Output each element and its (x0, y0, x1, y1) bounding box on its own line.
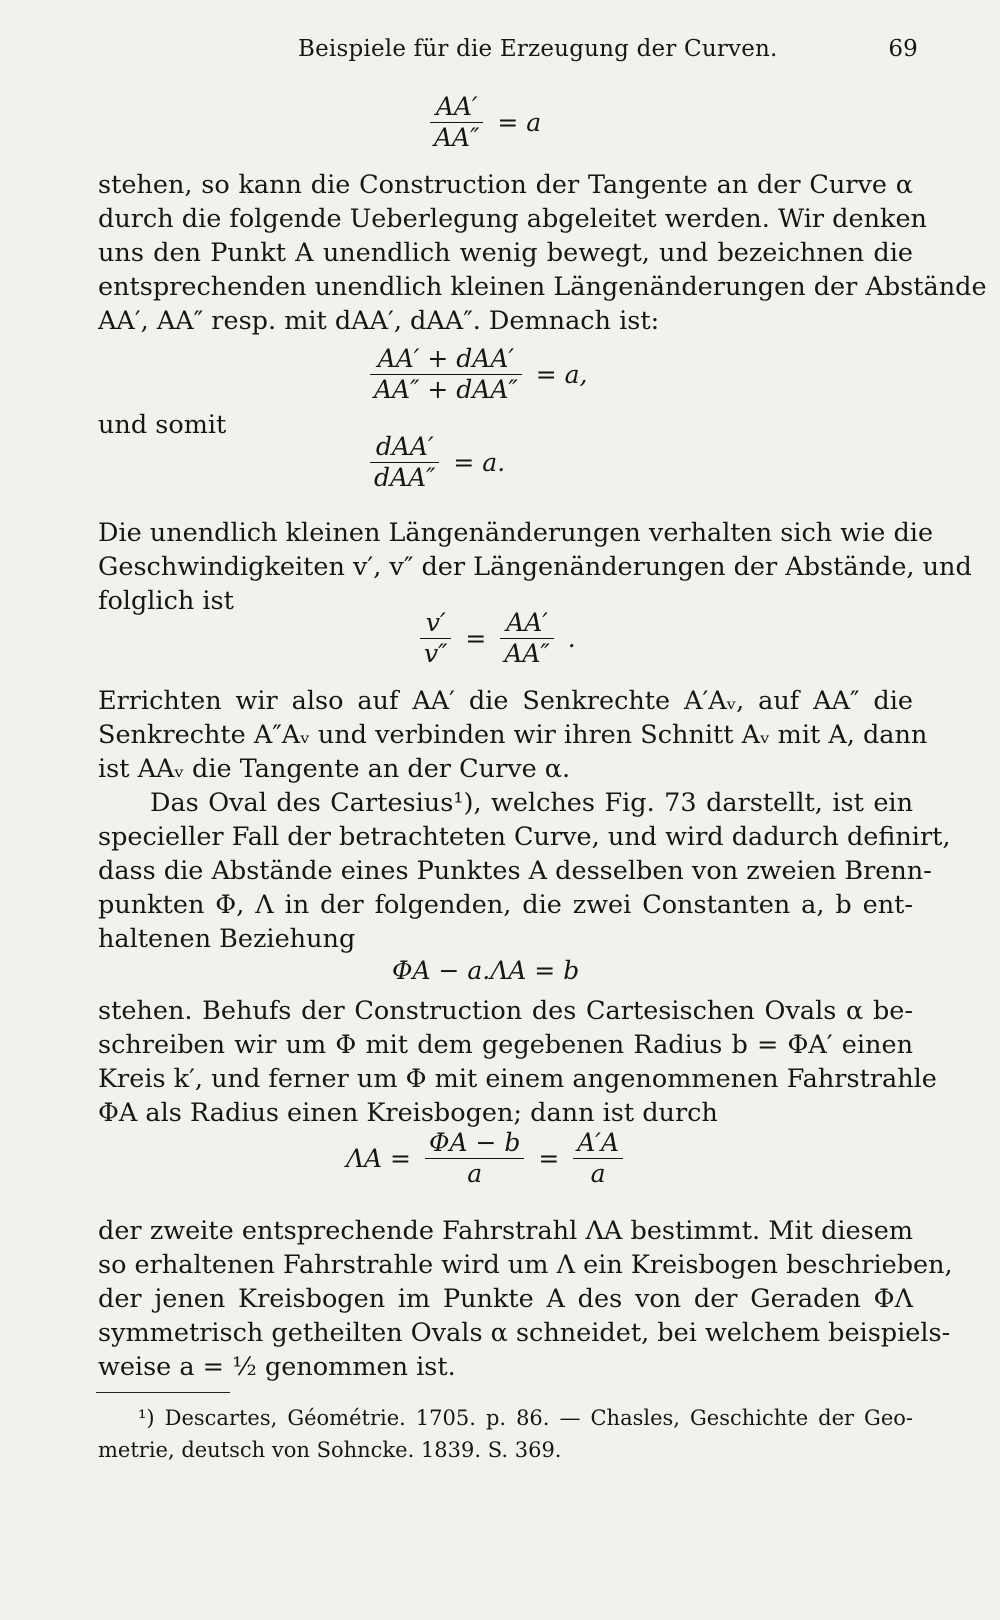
formula4-numerator-1: v′ (420, 608, 451, 639)
text-line: symmetrisch getheilten Ovals α schneidet, bei welchem beispiels- (98, 1318, 951, 1348)
footnote-rule (96, 1392, 230, 1393)
formula1-rhs: = a (497, 108, 542, 137)
formula4-denominator-2: AA″ (504, 639, 550, 668)
text-line: Errichten wir also auf AA′ die Senkrechte A′Aᵥ, auf AA″ die (98, 686, 913, 716)
formula6-numerator-1: ΦA − b (425, 1128, 524, 1159)
formula3-rhs: = a. (453, 448, 506, 477)
page-number: 69 (888, 36, 918, 62)
formula6-denominator-2: a (590, 1159, 606, 1188)
formula4-denominator-1: v″ (424, 639, 448, 668)
text-line: Kreis k′, und ferner um Φ mit einem angenommenen Fahrstrahle (98, 1064, 937, 1094)
text-line: haltenen Beziehung (98, 924, 356, 954)
text-line: uns den Punkt A unendlich wenig bewegt, und bezeichnen die (98, 238, 913, 268)
text-line: Senkrechte A″Aᵥ und verbinden wir ihren Schnitt Aᵥ mit A, dann (98, 720, 928, 750)
text-line: ΦA als Radius einen Kreisbogen; dann ist durch (98, 1098, 718, 1128)
text-line: der jenen Kreisbogen im Punkte A des von der Geraden ΦΛ (98, 1284, 913, 1314)
formula6-lhs: ΛA = (346, 1144, 412, 1173)
text-line: durch die folgende Ueberlegung abgeleitet werden. Wir denken (98, 204, 927, 234)
text-line: weise a = ½ genommen ist. (98, 1352, 456, 1382)
text-line: specieller Fall der betrachteten Curve, und wird dadurch definirt, (98, 822, 951, 852)
formula4-period: . (567, 624, 576, 653)
text-line: stehen, so kann die Construction der Tangente an der Curve α (98, 170, 913, 200)
text-line: Das Oval des Cartesius¹), welches Fig. 73 darstellt, ist ein (150, 788, 913, 818)
formula-radius-lambda (340, 1128, 623, 1189)
text-line: punkten Φ, Λ in der folgenden, die zwei Constanten a, b ent- (98, 890, 913, 920)
formula-differential-ratio (370, 432, 511, 493)
text-line: schreiben wir um Φ mit dem gegebenen Radius b = ΦA′ einen (98, 1030, 913, 1060)
text-line: und somit (98, 410, 227, 440)
formula4-equals: = (465, 624, 487, 653)
formula-ratio-a (430, 92, 547, 153)
formula3-numerator: dAA′ (370, 432, 439, 463)
text-line: entsprechenden unendlich kleinen Längenänderungen der Abstände (98, 272, 987, 302)
formula-velocity-ratio (420, 608, 582, 669)
text-line: Die unendlich kleinen Längenänderungen verhalten sich wie die (98, 518, 934, 548)
formula1-numerator: AA′ (430, 92, 483, 123)
text-line: stehen. Behufs der Construction des Cartesischen Ovals α be- (98, 996, 913, 1026)
formula6-denominator-1: a (467, 1159, 483, 1188)
text-line: AA′, AA″ resp. mit dAA′, dAA″. Demnach ist: (98, 306, 660, 336)
text-line: dass die Abstände eines Punktes A desselben von zweien Brenn- (98, 856, 932, 886)
formula1-denominator: AA″ (434, 123, 480, 152)
text-line: folglich ist (98, 586, 234, 616)
formula-differential-sum (370, 344, 593, 405)
header-title: Beispiele für die Erzeugung der Curven. (298, 36, 778, 62)
footnote-line: metrie, deutsch von Sohncke. 1839. S. 369. (98, 1438, 562, 1462)
formula4-numerator-2: AA′ (500, 608, 553, 639)
formula3-denominator: dAA″ (374, 463, 436, 492)
text-line: so erhaltenen Fahrstrahle wird um Λ ein Kreisbogen beschrieben, (98, 1250, 953, 1280)
text-line: ist AAᵥ die Tangente an der Curve α. (98, 754, 571, 784)
footnote-line: ¹) Descartes, Géométrie. 1705. p. 86. — Chasles, Geschichte der Geo- (138, 1406, 913, 1430)
formula2-numerator: AA′ + dAA′ (370, 344, 522, 375)
formula-cartesian-oval: ΦA − a.ΛA = b (392, 956, 580, 985)
text-line: der zweite entsprechende Fahrstrahl ΛA bestimmt. Mit diesem (98, 1216, 913, 1246)
formula2-denominator: AA″ + dAA″ (374, 375, 518, 404)
formula6-equals: = (538, 1144, 560, 1173)
text-line: Geschwindigkeiten v′, v″ der Längenänderungen der Abstände, und (98, 552, 972, 582)
formula2-rhs: = a, (535, 360, 588, 389)
formula6-numerator-2: A′A (573, 1128, 623, 1159)
